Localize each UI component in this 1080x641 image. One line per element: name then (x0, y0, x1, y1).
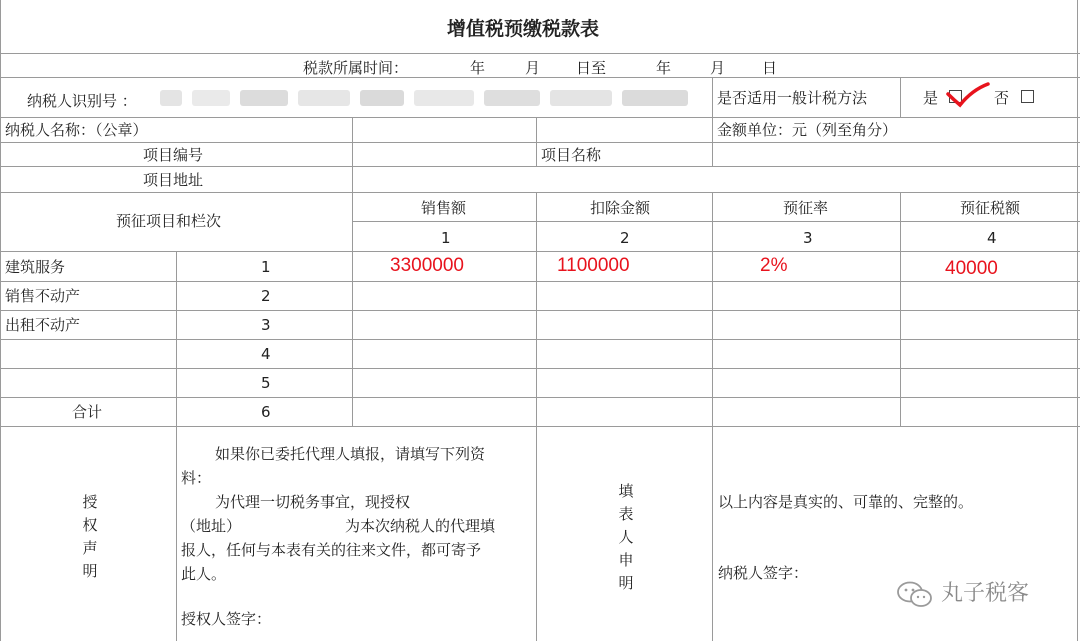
col-tax-header: 预征税额 (960, 199, 1021, 217)
period-year-1: 年 (470, 59, 486, 77)
project-address-label: 项目地址 (143, 171, 204, 189)
tax-value[interactable]: 40000 (945, 258, 998, 279)
grid-line (0, 192, 1080, 193)
auth-line-3: 为代理一切税务事宜，现授权 (215, 493, 411, 511)
grid-line (0, 368, 1080, 369)
period-label: 税款所属时间： (303, 59, 409, 77)
prepay-items-label: 预征项目和栏次 (116, 212, 222, 230)
col-sales-header: 销售额 (421, 199, 467, 217)
auth-line-5: 报人，任何与本表有关的往来文件，都可寄予 (181, 541, 482, 559)
auth-char: 明 (82, 562, 98, 580)
row-name: 销售不动产 (5, 287, 81, 305)
taxpayer-signature-label: 纳税人签字： (718, 564, 809, 582)
taxpayer-name-label: 纳税人名称：（公章） (5, 121, 148, 139)
grid-line (0, 117, 1080, 118)
decl-char: 明 (618, 574, 634, 592)
grid-line (176, 251, 177, 641)
yes-label: 是 (923, 89, 939, 107)
period-day-2: 日 (762, 59, 778, 77)
row-name: 建筑服务 (5, 258, 66, 276)
decl-char: 人 (618, 528, 634, 546)
watermark-text: 丸子税客 (941, 581, 1030, 606)
decl-char: 申 (618, 551, 634, 569)
grid-line (712, 192, 713, 641)
rate-value[interactable]: 2% (760, 255, 788, 276)
form-title: 增值税预缴税款表 (447, 18, 600, 40)
auth-line-6: 此人。 (181, 565, 227, 583)
taxpayer-id-label: 纳税人识别号 ： (27, 92, 137, 110)
grid-line (352, 221, 1080, 222)
no-checkbox[interactable] (1021, 90, 1034, 103)
declaration-statement: 以上内容是真实的、可靠的、完整的。 (718, 493, 974, 511)
amount-unit-label: 金额单位：元（列至角分） (717, 121, 898, 139)
grid-line (0, 339, 1080, 340)
checkmark-icon (944, 80, 990, 108)
auth-line-4: 为本次纳税人的代理填 (345, 517, 496, 535)
auth-line-1: 如果你已委托代理人填报，请填写下列资 (215, 445, 486, 463)
grid-line (0, 53, 1080, 54)
grid-line (0, 166, 1080, 167)
auth-line-4-address: （地址） (181, 517, 242, 535)
col-number-2: 2 (620, 229, 630, 247)
decl-char: 表 (618, 505, 634, 523)
col-deduction-header: 扣除金额 (590, 199, 651, 217)
deduction-value[interactable]: 1100000 (557, 255, 630, 276)
period-month-1: 月 (525, 59, 541, 77)
auth-char: 权 (82, 516, 98, 534)
grid-line (0, 0, 1, 641)
row-number: 3 (261, 316, 271, 334)
auth-line-2: 料： (181, 469, 212, 487)
row-name: 出租不动产 (5, 316, 81, 334)
auth-char: 授 (82, 493, 98, 511)
grid-line (0, 310, 1080, 311)
project-no-label: 项目编号 (143, 146, 204, 164)
no-label: 否 (994, 89, 1010, 107)
grid-line (1077, 0, 1078, 641)
grid-line (900, 192, 901, 426)
period-year-2: 年 (656, 59, 672, 77)
general-method-label: 是否适用一般计税方法 (717, 89, 868, 107)
grid-line (0, 397, 1080, 398)
grid-line (712, 117, 713, 166)
project-name-label: 项目名称 (541, 146, 602, 164)
col-number-4: 4 (987, 229, 997, 247)
row-number: 6 (261, 403, 271, 421)
grid-line (900, 77, 901, 117)
grid-line (0, 251, 1080, 252)
sales-value[interactable]: 3300000 (390, 255, 464, 276)
row-number: 5 (261, 374, 271, 392)
col-number-3: 3 (803, 229, 813, 247)
grid-line (536, 117, 537, 166)
wechat-icon (895, 580, 935, 610)
grid-line (712, 77, 713, 117)
col-rate-header: 预征率 (783, 199, 829, 217)
row-number: 4 (261, 345, 271, 363)
total-label: 合计 (72, 403, 103, 421)
grid-line (352, 117, 353, 426)
auth-char: 声 (82, 539, 98, 557)
col-number-1: 1 (441, 229, 451, 247)
grid-line (536, 192, 537, 641)
row-number: 1 (261, 258, 271, 276)
period-day-1: 日至 (576, 59, 607, 77)
grid-line (0, 426, 1080, 427)
grid-line (0, 281, 1080, 282)
period-month-2: 月 (710, 59, 726, 77)
grid-line (0, 142, 1080, 143)
auth-signature-label: 授权人签字： (181, 610, 272, 628)
decl-char: 填 (618, 482, 634, 500)
row-number: 2 (261, 287, 271, 305)
